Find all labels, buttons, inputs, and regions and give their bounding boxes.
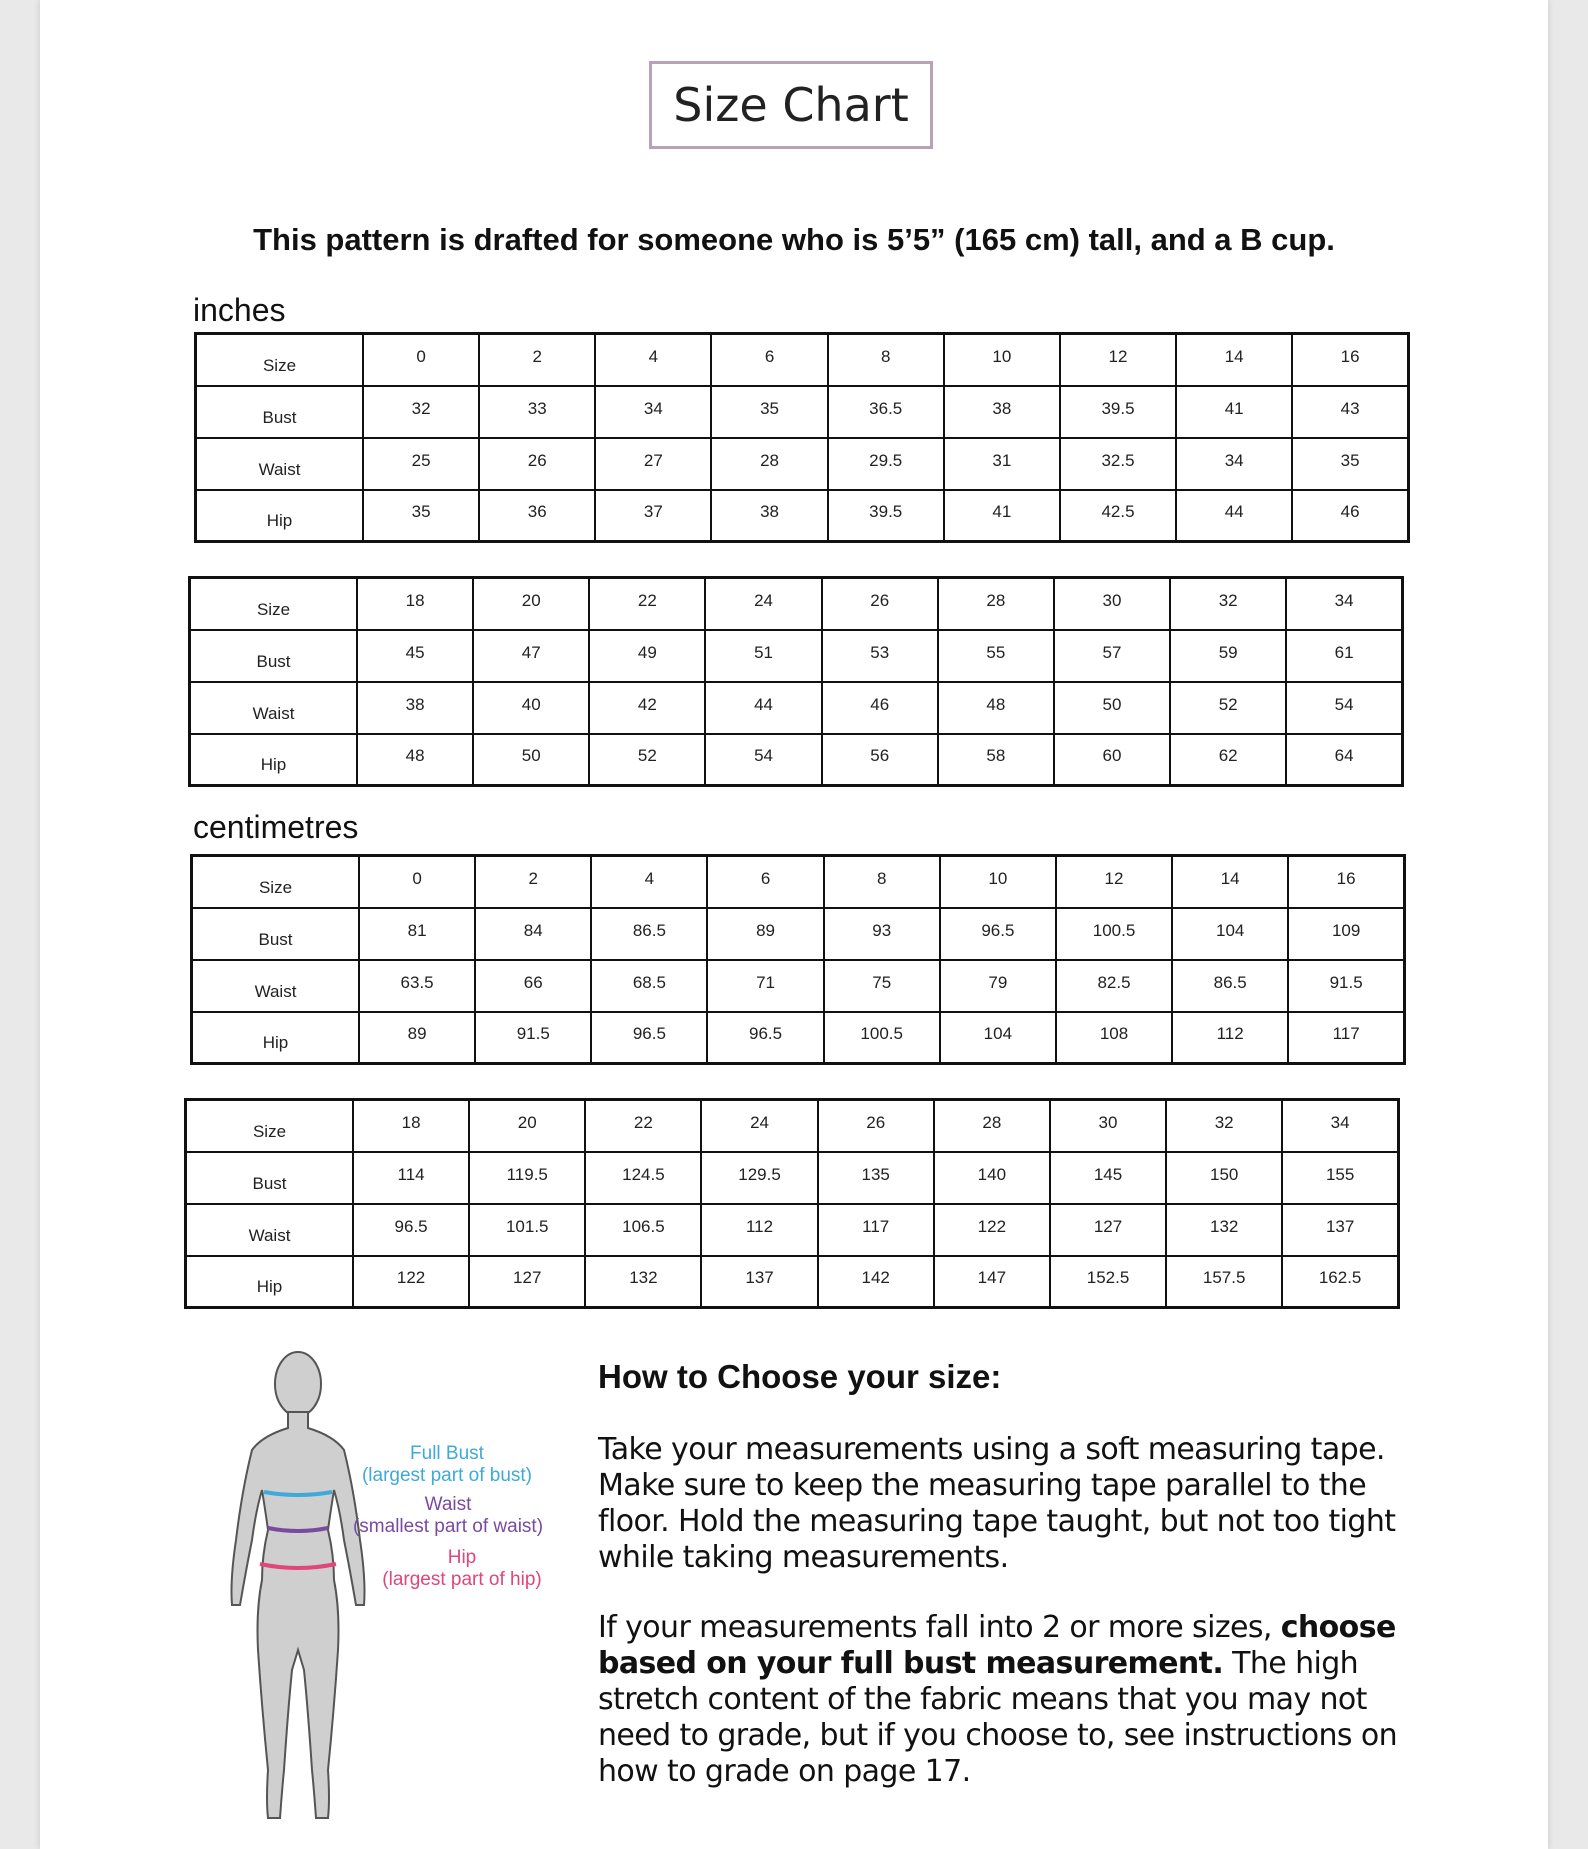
page-title: Size Chart xyxy=(649,61,933,149)
table-cell: 52 xyxy=(1170,682,1286,734)
row-label-hip: Hip xyxy=(190,734,358,786)
how-to-paragraph-2 xyxy=(598,1610,1418,1790)
row-label-bust: Bust xyxy=(186,1152,354,1204)
row-label-waist: Waist xyxy=(196,438,364,490)
table-cell: 6 xyxy=(711,334,827,386)
table-cell: 34 xyxy=(1286,578,1402,630)
table-cell: 57 xyxy=(1054,630,1170,682)
table-cell: 26 xyxy=(822,578,938,630)
table-cell: 20 xyxy=(473,578,589,630)
table-cell: 89 xyxy=(359,1012,475,1064)
table-cell: 55 xyxy=(938,630,1054,682)
table-cell: 41 xyxy=(1176,386,1292,438)
size-table-cm-2 xyxy=(184,1098,1400,1309)
para2-text-start: If your measurements fall into 2 or more sizes, xyxy=(598,1610,1281,1645)
table-cell: 52 xyxy=(589,734,705,786)
table-cell: 54 xyxy=(1286,682,1402,734)
table-cell: 33 xyxy=(479,386,595,438)
table-cell: 59 xyxy=(1170,630,1286,682)
table-cell: 96.5 xyxy=(353,1204,469,1256)
table-row xyxy=(192,856,1405,908)
table-cell: 132 xyxy=(1166,1204,1282,1256)
table-row xyxy=(192,908,1405,960)
table-cell: 48 xyxy=(938,682,1054,734)
table-cell: 30 xyxy=(1054,578,1170,630)
table-cell: 38 xyxy=(944,386,1060,438)
row-label-waist: Waist xyxy=(190,682,358,734)
table-cell: 109 xyxy=(1288,908,1404,960)
inches-label: inches xyxy=(193,292,286,328)
table-cell: 12 xyxy=(1060,334,1176,386)
table-cell: 96.5 xyxy=(707,1012,823,1064)
row-label-hip: Hip xyxy=(196,490,364,542)
table-cell: 39.5 xyxy=(828,490,944,542)
table-cell: 37 xyxy=(595,490,711,542)
table-cell: 14 xyxy=(1176,334,1292,386)
table-cell: 91.5 xyxy=(475,1012,591,1064)
table-cell: 157.5 xyxy=(1166,1256,1282,1308)
table-row xyxy=(190,578,1403,630)
size-table-cm-1 xyxy=(190,854,1406,1065)
table-cell: 28 xyxy=(934,1100,1050,1152)
table-cell: 32.5 xyxy=(1060,438,1176,490)
table-cell: 46 xyxy=(1292,490,1408,542)
row-label-hip: Hip xyxy=(186,1256,354,1308)
table-cell: 66 xyxy=(475,960,591,1012)
table-cell: 29.5 xyxy=(828,438,944,490)
table-cell: 127 xyxy=(469,1256,585,1308)
table-cell: 35 xyxy=(363,490,479,542)
table-cell: 108 xyxy=(1056,1012,1172,1064)
table-cell: 60 xyxy=(1054,734,1170,786)
table-row xyxy=(196,490,1409,542)
hip-note: (largest part of hip) xyxy=(382,1569,542,1590)
table-cell: 135 xyxy=(818,1152,934,1204)
size-table-inches-2 xyxy=(188,576,1404,787)
table-cell: 117 xyxy=(818,1204,934,1256)
table-row xyxy=(190,630,1403,682)
table-row xyxy=(186,1256,1399,1308)
table-cell: 49 xyxy=(589,630,705,682)
table-cell: 54 xyxy=(705,734,821,786)
table-cell: 82.5 xyxy=(1056,960,1172,1012)
table-cell: 104 xyxy=(940,1012,1056,1064)
table-cell: 26 xyxy=(818,1100,934,1152)
table-cell: 106.5 xyxy=(585,1204,701,1256)
table-cell: 10 xyxy=(940,856,1056,908)
table-cell: 68.5 xyxy=(591,960,707,1012)
pattern-note: This pattern is drafted for someone who is 5’5” (165 cm) tall, and a B cup. xyxy=(253,222,1335,257)
table-cell: 53 xyxy=(822,630,938,682)
hip-label xyxy=(362,1547,562,1591)
table-cell: 50 xyxy=(1054,682,1170,734)
table-cell: 75 xyxy=(824,960,940,1012)
table-cell: 20 xyxy=(469,1100,585,1152)
table-cell: 101.5 xyxy=(469,1204,585,1256)
centimetres-label: centimetres xyxy=(193,809,359,845)
row-label-size: Size xyxy=(190,578,358,630)
table-cell: 64 xyxy=(1286,734,1402,786)
table-cell: 41 xyxy=(944,490,1060,542)
table-cell: 48 xyxy=(357,734,473,786)
table-cell: 4 xyxy=(591,856,707,908)
table-cell: 28 xyxy=(711,438,827,490)
table-cell: 117 xyxy=(1288,1012,1404,1064)
table-cell: 2 xyxy=(475,856,591,908)
table-cell: 100.5 xyxy=(1056,908,1172,960)
table-cell: 147 xyxy=(934,1256,1050,1308)
table-cell: 44 xyxy=(705,682,821,734)
table-cell: 100.5 xyxy=(824,1012,940,1064)
table-cell: 50 xyxy=(473,734,589,786)
table-cell: 36 xyxy=(479,490,595,542)
table-cell: 89 xyxy=(707,908,823,960)
table-cell: 122 xyxy=(353,1256,469,1308)
table-cell: 18 xyxy=(357,578,473,630)
table-cell: 51 xyxy=(705,630,821,682)
measurement-figure xyxy=(222,1350,582,1830)
table-cell: 127 xyxy=(1050,1204,1166,1256)
table-cell: 152.5 xyxy=(1050,1256,1166,1308)
table-cell: 39.5 xyxy=(1060,386,1176,438)
table-row xyxy=(186,1152,1399,1204)
table-cell: 137 xyxy=(1282,1204,1398,1256)
table-cell: 28 xyxy=(938,578,1054,630)
table-cell: 40 xyxy=(473,682,589,734)
table-cell: 96.5 xyxy=(591,1012,707,1064)
waist-label xyxy=(348,1494,548,1538)
table-cell: 35 xyxy=(711,386,827,438)
table-cell: 150 xyxy=(1166,1152,1282,1204)
row-label-size: Size xyxy=(186,1100,354,1152)
table-cell: 0 xyxy=(363,334,479,386)
table-cell: 24 xyxy=(705,578,821,630)
table-cell: 129.5 xyxy=(701,1152,817,1204)
table-row xyxy=(196,334,1409,386)
table-cell: 22 xyxy=(589,578,705,630)
row-label-bust: Bust xyxy=(192,908,360,960)
row-label-waist: Waist xyxy=(192,960,360,1012)
table-cell: 8 xyxy=(828,334,944,386)
table-cell: 32 xyxy=(1170,578,1286,630)
table-cell: 58 xyxy=(938,734,1054,786)
table-cell: 56 xyxy=(822,734,938,786)
row-label-bust: Bust xyxy=(196,386,364,438)
table-cell: 32 xyxy=(1166,1100,1282,1152)
waist-title: Waist xyxy=(424,1494,472,1515)
table-cell: 30 xyxy=(1050,1100,1166,1152)
table-row xyxy=(192,960,1405,1012)
table-cell: 44 xyxy=(1176,490,1292,542)
table-cell: 96.5 xyxy=(940,908,1056,960)
table-cell: 12 xyxy=(1056,856,1172,908)
table-cell: 122 xyxy=(934,1204,1050,1256)
table-cell: 140 xyxy=(934,1152,1050,1204)
row-label-hip: Hip xyxy=(192,1012,360,1064)
table-row xyxy=(190,682,1403,734)
row-label-size: Size xyxy=(192,856,360,908)
table-cell: 32 xyxy=(363,386,479,438)
table-cell: 114 xyxy=(353,1152,469,1204)
row-label-size: Size xyxy=(196,334,364,386)
table-cell: 71 xyxy=(707,960,823,1012)
table-cell: 22 xyxy=(585,1100,701,1152)
table-row xyxy=(186,1100,1399,1152)
table-cell: 36.5 xyxy=(828,386,944,438)
full-bust-label xyxy=(352,1443,542,1487)
size-table-inches-1 xyxy=(194,332,1410,543)
table-cell: 112 xyxy=(701,1204,817,1256)
table-cell: 38 xyxy=(357,682,473,734)
table-row xyxy=(190,734,1403,786)
table-row xyxy=(196,386,1409,438)
table-cell: 35 xyxy=(1292,438,1408,490)
table-cell: 18 xyxy=(353,1100,469,1152)
hip-title: Hip xyxy=(447,1547,477,1568)
table-cell: 0 xyxy=(359,856,475,908)
table-cell: 16 xyxy=(1292,334,1408,386)
table-cell: 8 xyxy=(824,856,940,908)
table-cell: 16 xyxy=(1288,856,1404,908)
table-cell: 4 xyxy=(595,334,711,386)
table-row xyxy=(196,438,1409,490)
table-cell: 34 xyxy=(1176,438,1292,490)
table-cell: 2 xyxy=(479,334,595,386)
row-label-bust: Bust xyxy=(190,630,358,682)
table-cell: 86.5 xyxy=(591,908,707,960)
table-cell: 25 xyxy=(363,438,479,490)
table-cell: 91.5 xyxy=(1288,960,1404,1012)
table-cell: 81 xyxy=(359,908,475,960)
table-cell: 124.5 xyxy=(585,1152,701,1204)
para2-emphasis: choose based on your full bust measurement. xyxy=(598,1610,1396,1681)
table-row xyxy=(186,1204,1399,1256)
how-to-heading: How to Choose your size: xyxy=(598,1358,1002,1395)
table-cell: 112 xyxy=(1172,1012,1288,1064)
table-cell: 104 xyxy=(1172,908,1288,960)
table-cell: 47 xyxy=(473,630,589,682)
table-cell: 34 xyxy=(1282,1100,1398,1152)
table-cell: 119.5 xyxy=(469,1152,585,1204)
table-cell: 10 xyxy=(944,334,1060,386)
full-bust-title: Full Bust xyxy=(410,1443,484,1464)
table-cell: 61 xyxy=(1286,630,1402,682)
table-cell: 63.5 xyxy=(359,960,475,1012)
table-cell: 155 xyxy=(1282,1152,1398,1204)
table-cell: 62 xyxy=(1170,734,1286,786)
table-cell: 45 xyxy=(357,630,473,682)
table-cell: 162.5 xyxy=(1282,1256,1398,1308)
how-to-paragraph-1: Take your measurements using a soft measuring tape. Make sure to keep the measuring tape parallel to the floor. Hold the measuring tape taught, but not too tight while taking measurements. xyxy=(598,1432,1396,1575)
table-cell: 86.5 xyxy=(1172,960,1288,1012)
row-label-waist: Waist xyxy=(186,1204,354,1256)
table-cell: 145 xyxy=(1050,1152,1166,1204)
waist-note: (smallest part of waist) xyxy=(352,1516,544,1537)
table-cell: 26 xyxy=(479,438,595,490)
table-cell: 24 xyxy=(701,1100,817,1152)
table-cell: 132 xyxy=(585,1256,701,1308)
table-cell: 46 xyxy=(822,682,938,734)
table-cell: 42.5 xyxy=(1060,490,1176,542)
table-cell: 14 xyxy=(1172,856,1288,908)
table-cell: 34 xyxy=(595,386,711,438)
table-cell: 79 xyxy=(940,960,1056,1012)
table-cell: 93 xyxy=(824,908,940,960)
para2-text-end: The high stretch content of the fabric means that you may not need to grade, but if you choose to, see instructions on how to grade on page 17. xyxy=(598,1646,1398,1789)
table-cell: 31 xyxy=(944,438,1060,490)
table-row xyxy=(192,1012,1405,1064)
table-cell: 42 xyxy=(589,682,705,734)
table-cell: 84 xyxy=(475,908,591,960)
full-bust-note: (largest part of bust) xyxy=(361,1465,533,1486)
table-cell: 137 xyxy=(701,1256,817,1308)
table-cell: 142 xyxy=(818,1256,934,1308)
table-cell: 43 xyxy=(1292,386,1408,438)
table-cell: 6 xyxy=(707,856,823,908)
table-cell: 38 xyxy=(711,490,827,542)
table-cell: 27 xyxy=(595,438,711,490)
